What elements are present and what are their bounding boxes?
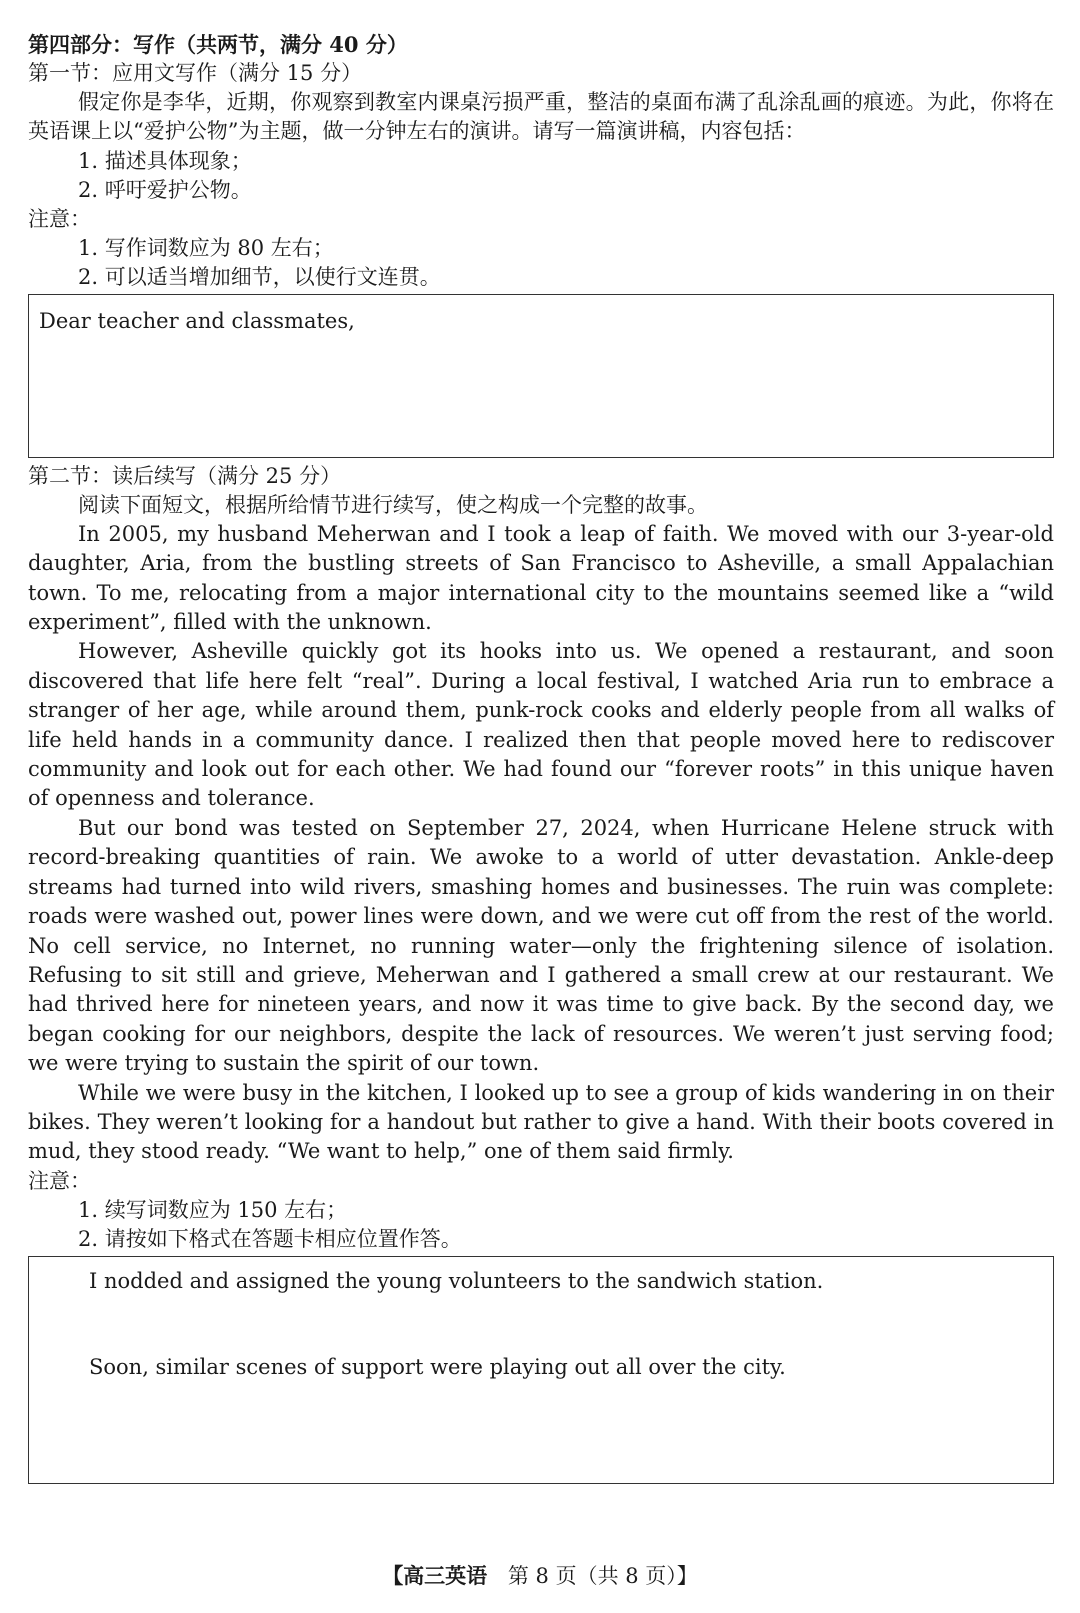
- exam-page: [28, 30, 1054, 1488]
- footer-page-number: 第 8 页（共 8 页）】: [507, 1564, 698, 1588]
- section2-note: 2. 请按如下格式在答题卡相应位置作答。: [78, 1226, 462, 1251]
- footer-title: 【高三英语: [382, 1563, 488, 1588]
- story-paragraph: However, Asheville quickly got its hooks into us. We opened a restaurant, and soon discovered that life here felt “real”. During a local festival, I watched Aria run to embrace a stranger of her age, while around them, punk-rock cooks and elderly people from all walks of life held hands in a community dance. I realized then that people moved here to rediscover community and look out for each other. We had found our “forever roots” in this unique haven of openness and tolerance.: [28, 639, 1054, 811]
- section1-note: 2. 可以适当增加细节，以使行文连贯。: [78, 264, 441, 289]
- answer-box-1[interactable]: [28, 294, 1054, 458]
- section1-prompt: 假定你是李华，近期，你观察到教室内课桌污损严重，整洁的桌面布满了乱涂乱画的痕迹。为此，你将在英语课上以“爱护公物”为主题，做一分钟左右的演讲。请写一篇演讲稿，内容包括：: [28, 90, 1054, 144]
- section2-note-label: 注意：: [28, 1168, 91, 1193]
- section2-instruction: 阅读下面短文，根据所给情节进行续写，使之构成一个完整的故事。: [78, 492, 708, 517]
- part-heading: 第四部分：写作（共两节，满分 40 分）: [28, 32, 408, 57]
- section1-note: 1. 写作词数应为 80 左右；: [78, 235, 334, 260]
- section1-item: 1. 描述具体现象；: [78, 148, 252, 173]
- page-footer: [0, 1560, 1080, 1590]
- story-paragraph: But our bond was tested on September 27, 2024, when Hurricane Helene struck with record-breaking quantities of rain. We awoke to a world of utter devastation. Ankle-deep streams had turned into wild rivers, smashing homes and businesses. The ruin was complete: roads were washed out, power lines were down, and we were cut off from the rest of the world. No cell service, no Internet, no running water—only the frightening silence of isolation. Refusing to sit still and grieve, Meherwan and I gathered a small crew at our restaurant. We had thrived here for nineteen years, and now it was time to give back. By the second day, we began cooking for our neighbors, despite the lack of resources. We weren’t just serving food; we were trying to sustain the spirit of our town.: [28, 815, 1054, 1076]
- section1-item: 2. 呼吁爱护公物。: [78, 177, 252, 202]
- section2-heading: 第二节：读后续写（满分 25 分）: [28, 463, 342, 488]
- section1-note-label: 注意：: [28, 206, 91, 231]
- section1-heading: 第一节：应用文写作（满分 15 分）: [28, 61, 363, 85]
- box2-paragraph-1: I nodded and assigned the young volunteers to the sandwich station.: [89, 1268, 824, 1293]
- box1-opening: Dear teacher and classmates,: [39, 308, 355, 333]
- box2-paragraph-2: Soon, similar scenes of support were playing out all over the city.: [89, 1354, 786, 1379]
- section2-note: 1. 续写词数应为 150 左右；: [78, 1197, 348, 1222]
- answer-box-2[interactable]: [28, 1256, 1054, 1484]
- story-paragraph: In 2005, my husband Meherwan and I took a leap of faith. We moved with our 3-year-old daughter, Aria, from the bustling streets of San Francisco to Asheville, a small Appalachian town. To me, relocating from a major international city to the mountains seemed like a “wild experiment”, filled with the unknown.: [28, 521, 1054, 635]
- story-paragraph: While we were busy in the kitchen, I looked up to see a group of kids wandering in on their bikes. They weren’t looking for a handout but rather to give a hand. With their boots covered in mud, they stood ready. “We want to help,” one of them said firmly.: [28, 1080, 1054, 1164]
